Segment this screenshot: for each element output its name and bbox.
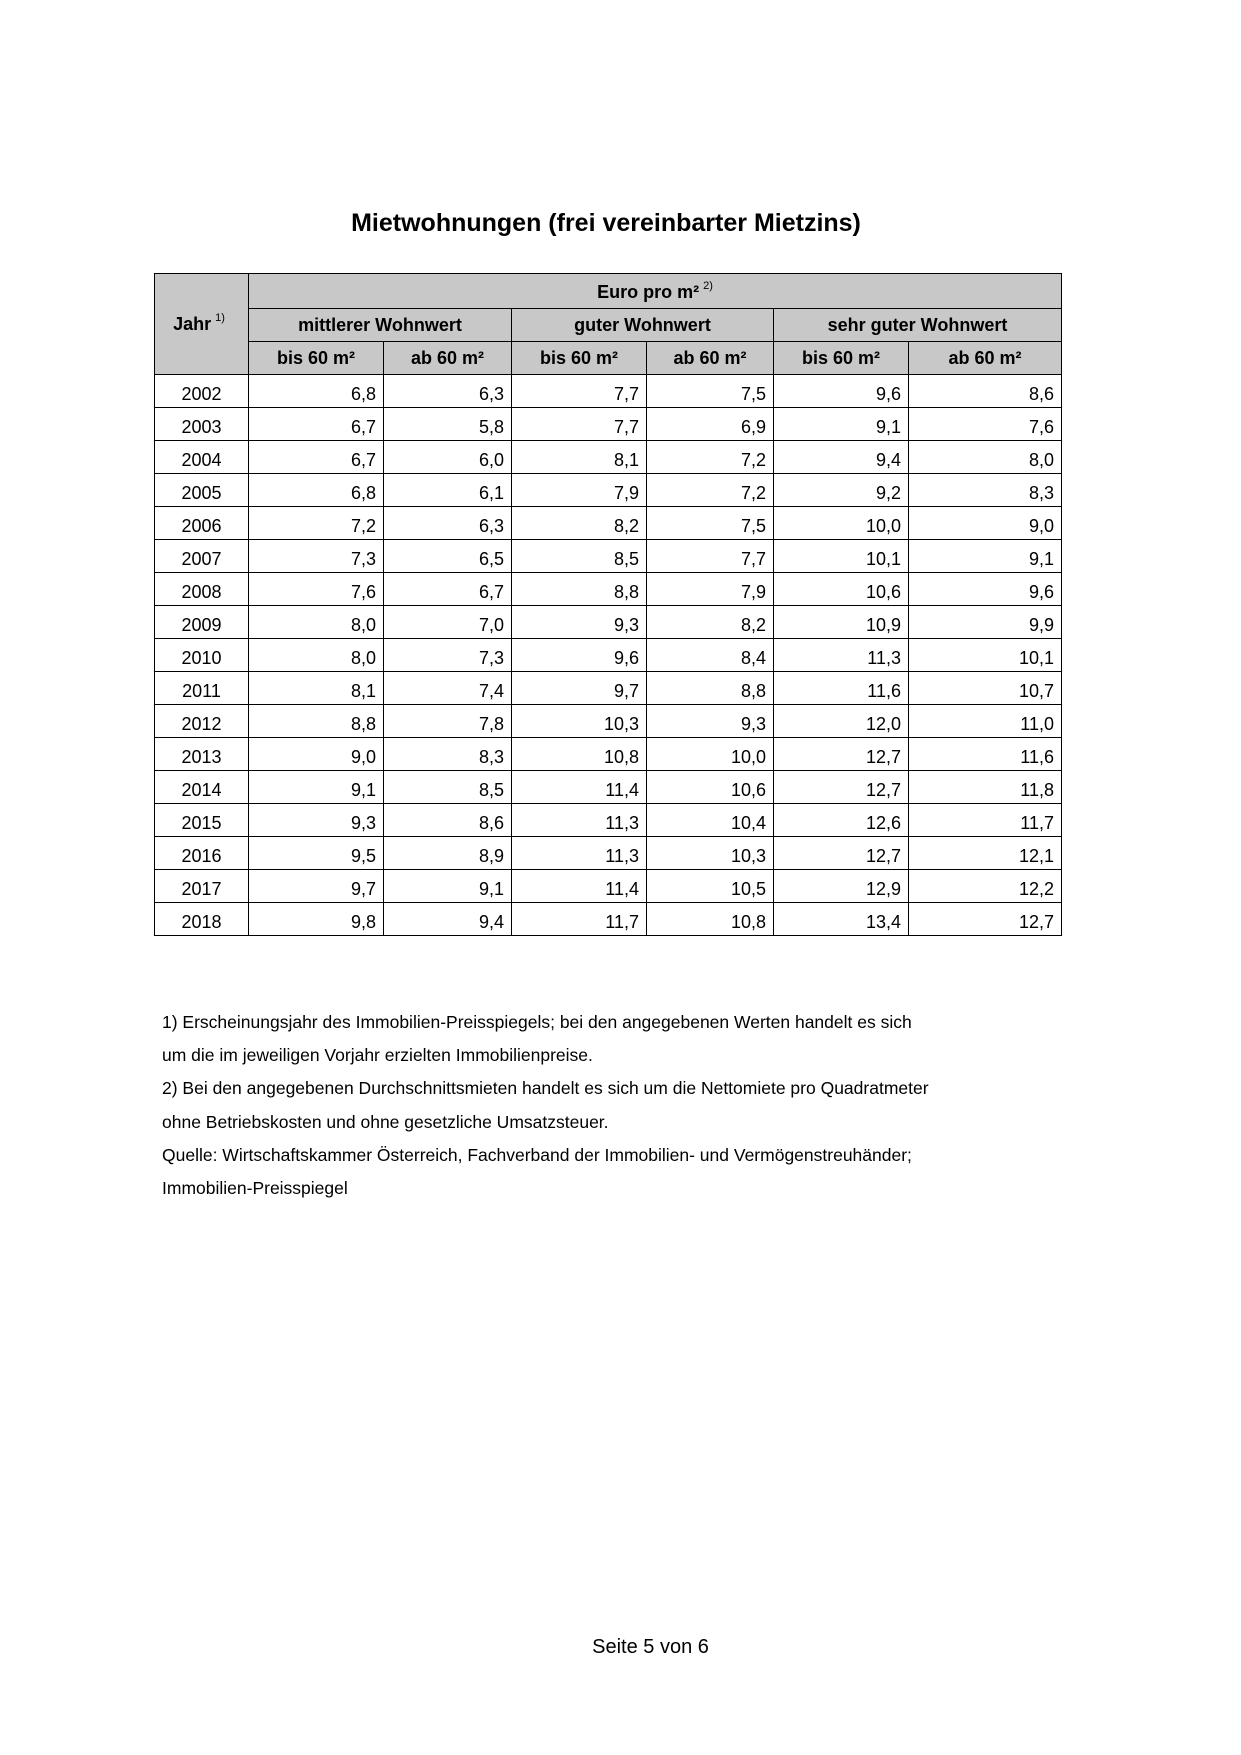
- value-cell: 8,1: [512, 441, 647, 474]
- value-cell: 12,9: [774, 870, 909, 903]
- year-cell: 2015: [155, 804, 249, 837]
- value-cell: 11,3: [774, 639, 909, 672]
- value-cell: 11,8: [909, 771, 1062, 804]
- table-row: [155, 474, 1062, 507]
- value-cell: 7,2: [249, 507, 384, 540]
- value-cell: 9,8: [249, 903, 384, 936]
- value-cell: 10,0: [647, 738, 774, 771]
- value-cell: 9,1: [384, 870, 512, 903]
- value-cell: 8,0: [909, 441, 1062, 474]
- footnote-line: 2) Bei den angegebenen Durchschnittsmieten handelt es sich um die Nettomiete pro Quadratmeter: [162, 1078, 929, 1099]
- subheader-ab-60: ab 60 m²: [384, 342, 512, 375]
- value-cell: 7,3: [249, 540, 384, 573]
- subheader-bis-60: bis 60 m²: [249, 342, 384, 375]
- value-cell: 6,7: [384, 573, 512, 606]
- value-cell: 11,6: [909, 738, 1062, 771]
- table-row: [155, 573, 1062, 606]
- year-cell: 2003: [155, 408, 249, 441]
- year-cell: 2017: [155, 870, 249, 903]
- value-cell: 7,3: [384, 639, 512, 672]
- value-cell: 8,0: [249, 639, 384, 672]
- value-cell: 7,2: [647, 474, 774, 507]
- footnote-line: Immobilien-Preisspiegel: [162, 1178, 348, 1199]
- footnote-line: 1) Erscheinungsjahr des Immobilien-Preisspiegels; bei den angegebenen Werten handelt es sich: [162, 1012, 912, 1032]
- page-number: Seite 5 von 6: [592, 1636, 709, 1658]
- value-cell: 9,6: [909, 573, 1062, 606]
- value-cell: 8,5: [512, 540, 647, 573]
- value-cell: 8,3: [909, 474, 1062, 507]
- year-cell: 2013: [155, 738, 249, 771]
- value-cell: 8,2: [647, 606, 774, 639]
- table-body: [155, 375, 1062, 936]
- footnote-line: ohne Betriebskosten und ohne gesetzliche Umsatzsteuer.: [162, 1111, 609, 1132]
- value-cell: 9,4: [774, 441, 909, 474]
- value-cell: 9,6: [774, 375, 909, 408]
- table-row: [155, 738, 1062, 771]
- value-cell: 8,8: [249, 705, 384, 738]
- value-cell: 10,7: [909, 672, 1062, 705]
- value-cell: 9,3: [249, 804, 384, 837]
- table-row: [155, 837, 1062, 870]
- value-cell: 8,6: [384, 804, 512, 837]
- value-cell: 7,5: [647, 375, 774, 408]
- year-cell: 2004: [155, 441, 249, 474]
- value-cell: 12,7: [909, 903, 1062, 936]
- subheader-bis-60: bis 60 m²: [512, 342, 647, 375]
- value-cell: 11,4: [512, 771, 647, 804]
- value-cell: 9,0: [909, 507, 1062, 540]
- value-cell: 6,3: [384, 507, 512, 540]
- value-cell: 11,0: [909, 705, 1062, 738]
- value-cell: 12,7: [774, 738, 909, 771]
- value-cell: 7,7: [512, 408, 647, 441]
- table-row: [155, 540, 1062, 573]
- value-cell: 7,7: [512, 375, 647, 408]
- rent-table: [154, 273, 1062, 936]
- value-cell: 9,7: [249, 870, 384, 903]
- value-cell: 8,9: [384, 837, 512, 870]
- value-cell: 9,4: [384, 903, 512, 936]
- year-cell: 2016: [155, 837, 249, 870]
- value-cell: 12,7: [774, 837, 909, 870]
- table-row: [155, 639, 1062, 672]
- year-cell: 2007: [155, 540, 249, 573]
- year-cell: 2018: [155, 903, 249, 936]
- value-cell: 8,6: [909, 375, 1062, 408]
- value-cell: 9,0: [249, 738, 384, 771]
- unit-header: Euro pro m² $^{2)}$: [249, 274, 1062, 309]
- year-cell: 2002: [155, 375, 249, 408]
- table-row: [155, 441, 1062, 474]
- subheader-ab-60: ab 60 m²: [647, 342, 774, 375]
- value-cell: 10,9: [774, 606, 909, 639]
- value-cell: 10,1: [774, 540, 909, 573]
- value-cell: 6,5: [384, 540, 512, 573]
- value-cell: 11,3: [512, 804, 647, 837]
- value-cell: 7,5: [647, 507, 774, 540]
- table-row: [155, 804, 1062, 837]
- value-cell: 6,8: [249, 375, 384, 408]
- value-cell: 10,8: [647, 903, 774, 936]
- value-cell: 7,8: [384, 705, 512, 738]
- year-cell: 2008: [155, 573, 249, 606]
- value-cell: 9,2: [774, 474, 909, 507]
- table-row: [155, 375, 1062, 408]
- value-cell: 8,1: [249, 672, 384, 705]
- table-row: [155, 771, 1062, 804]
- value-cell: 7,0: [384, 606, 512, 639]
- value-cell: 11,7: [909, 804, 1062, 837]
- year-cell: 2014: [155, 771, 249, 804]
- value-cell: 11,3: [512, 837, 647, 870]
- year-cell: 2005: [155, 474, 249, 507]
- value-cell: 10,6: [647, 771, 774, 804]
- table-row: [155, 507, 1062, 540]
- value-cell: 7,7: [647, 540, 774, 573]
- value-cell: 9,7: [512, 672, 647, 705]
- value-cell: 10,4: [647, 804, 774, 837]
- value-cell: 9,1: [249, 771, 384, 804]
- year-cell: 2011: [155, 672, 249, 705]
- value-cell: 6,1: [384, 474, 512, 507]
- year-cell: 2009: [155, 606, 249, 639]
- value-cell: 10,8: [512, 738, 647, 771]
- group-header-mittlerer: mittlerer Wohnwert: [249, 309, 512, 342]
- value-cell: 11,6: [774, 672, 909, 705]
- table-row: [155, 606, 1062, 639]
- subheader-ab-60: ab 60 m²: [909, 342, 1062, 375]
- value-cell: 7,9: [512, 474, 647, 507]
- value-cell: 9,1: [774, 408, 909, 441]
- value-cell: 7,6: [249, 573, 384, 606]
- value-cell: 9,9: [909, 606, 1062, 639]
- group-header-sehr-guter: sehr guter Wohnwert: [774, 309, 1062, 342]
- value-cell: 11,7: [512, 903, 647, 936]
- value-cell: 8,8: [512, 573, 647, 606]
- value-cell: 8,4: [647, 639, 774, 672]
- value-cell: 7,9: [647, 573, 774, 606]
- value-cell: 12,1: [909, 837, 1062, 870]
- value-cell: 7,6: [909, 408, 1062, 441]
- table-row: [155, 705, 1062, 738]
- table-row: [155, 672, 1062, 705]
- value-cell: 6,7: [249, 408, 384, 441]
- value-cell: 6,8: [249, 474, 384, 507]
- subheader-bis-60: bis 60 m²: [774, 342, 909, 375]
- value-cell: 8,2: [512, 507, 647, 540]
- value-cell: 9,3: [647, 705, 774, 738]
- value-cell: 6,0: [384, 441, 512, 474]
- year-cell: 2010: [155, 639, 249, 672]
- value-cell: 12,7: [774, 771, 909, 804]
- table-row: [155, 408, 1062, 441]
- value-cell: 9,6: [512, 639, 647, 672]
- value-cell: 8,8: [647, 672, 774, 705]
- footnote-line: um die im jeweiligen Vorjahr erzielten Immobilienpreise.: [162, 1045, 593, 1066]
- value-cell: 8,0: [249, 606, 384, 639]
- table-row: [155, 903, 1062, 936]
- value-cell: 8,5: [384, 771, 512, 804]
- value-cell: 10,5: [647, 870, 774, 903]
- value-cell: 10,6: [774, 573, 909, 606]
- value-cell: 12,2: [909, 870, 1062, 903]
- value-cell: 9,5: [249, 837, 384, 870]
- value-cell: 10,3: [647, 837, 774, 870]
- year-cell: 2006: [155, 507, 249, 540]
- value-cell: 9,1: [909, 540, 1062, 573]
- year-cell: 2012: [155, 705, 249, 738]
- value-cell: 11,4: [512, 870, 647, 903]
- year-column-header: Jahr $^{1)}$: [155, 274, 249, 375]
- footnotes: [162, 1006, 1062, 1205]
- page-title: Mietwohnungen (frei vereinbarter Mietzins): [351, 209, 861, 237]
- table-header: [155, 274, 1062, 375]
- table-row: [155, 870, 1062, 903]
- value-cell: 12,6: [774, 804, 909, 837]
- value-cell: 6,3: [384, 375, 512, 408]
- value-cell: 8,3: [384, 738, 512, 771]
- value-cell: 6,9: [647, 408, 774, 441]
- footnote-line: Quelle: Wirtschaftskammer Österreich, Fachverband der Immobilien- und Vermögenstreuhänder;: [162, 1144, 912, 1165]
- group-header-guter: guter Wohnwert: [512, 309, 774, 342]
- value-cell: 9,3: [512, 606, 647, 639]
- value-cell: 12,0: [774, 705, 909, 738]
- value-cell: 5,8: [384, 408, 512, 441]
- value-cell: 13,4: [774, 903, 909, 936]
- value-cell: 10,0: [774, 507, 909, 540]
- value-cell: 6,7: [249, 441, 384, 474]
- value-cell: 7,4: [384, 672, 512, 705]
- value-cell: 7,2: [647, 441, 774, 474]
- value-cell: 10,3: [512, 705, 647, 738]
- value-cell: 10,1: [909, 639, 1062, 672]
